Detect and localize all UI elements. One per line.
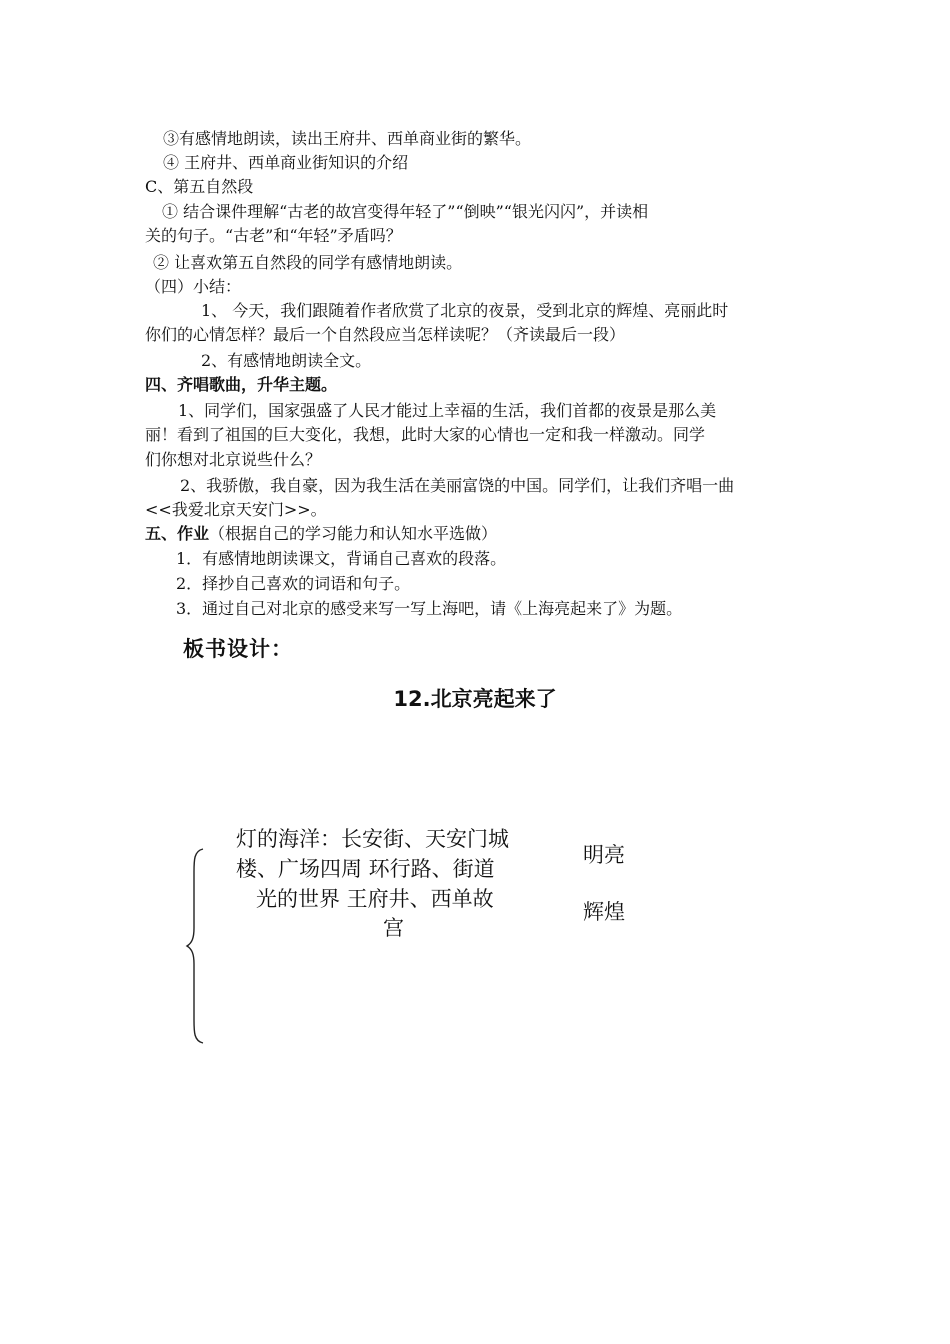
board-design-heading: 板书设计： xyxy=(183,637,293,661)
text-line: 1．有感情地朗读课文，背诵自己喜欢的段落。 xyxy=(176,549,507,568)
board-line: 楼、广场四周 环行路、街道 xyxy=(236,857,495,881)
section-heading xyxy=(145,522,497,546)
curly-brace-icon xyxy=(184,846,208,1046)
section-heading-note: （根据自己的学习能力和认知水平选做） xyxy=(209,524,498,543)
text-line: ③有感情地朗读，读出王府井、西单商业街的繁华。 xyxy=(163,129,532,148)
section-heading-label: 五、作业 xyxy=(145,524,210,543)
text-line: （四）小结： xyxy=(145,277,242,296)
text-line: C、第五自然段 xyxy=(145,177,254,196)
text-line: 1、 今天，我们跟随着作者欣赏了北京的夜景，受到北京的辉煌、亮丽此时 xyxy=(201,301,729,320)
text-line: ② 让喜欢第五自然段的同学有感情地朗读。 xyxy=(153,253,463,272)
text-line: 关的句子。“古老”和“年轻”矛盾吗？ xyxy=(145,226,402,245)
text-line: 2．择抄自己喜欢的词语和句子。 xyxy=(176,574,411,593)
board-line: 灯的海洋：长安街、天安门城 xyxy=(236,827,509,851)
text-line: 1、同学们，国家强盛了人民才能过上幸福的生活，我们首都的夜景是那么美 xyxy=(178,401,717,420)
board-keyword: 辉煌 xyxy=(583,900,625,924)
board-line: 宫 xyxy=(383,916,404,940)
text-line: 们你想对北京说些什么？ xyxy=(145,450,322,469)
text-line: 3．通过自己对北京的感受来写一写上海吧，请《上海亮起来了》为题。 xyxy=(176,599,683,618)
board-line: 光的世界 王府井、西单故 xyxy=(256,887,494,911)
section-heading: 四、齐唱歌曲，升华主题。 xyxy=(145,375,338,394)
board-keyword: 明亮 xyxy=(583,843,625,867)
text-line: <<我爱北京天安门>>。 xyxy=(145,500,327,519)
text-line: ① 结合课件理解“古老的故宫变得年轻了”“倒映”“银光闪闪”，并读相 xyxy=(162,202,649,221)
text-line: 2、我骄傲，我自豪，因为我生活在美丽富饶的中国。同学们，让我们齐唱一曲 xyxy=(180,476,735,495)
board-design-title: 12.北京亮起来了 xyxy=(393,687,557,711)
text-line: 你们的心情怎样？最后一个自然段应当怎样读呢？（齐读最后一段） xyxy=(145,325,626,344)
text-line: ④ 王府井、西单商业街知识的介绍 xyxy=(163,153,409,172)
text-line: 丽！看到了祖国的巨大变化，我想，此时大家的心情也一定和我一样激动。同学 xyxy=(145,425,706,444)
text-line: 2、有感情地朗读全文。 xyxy=(201,351,372,370)
